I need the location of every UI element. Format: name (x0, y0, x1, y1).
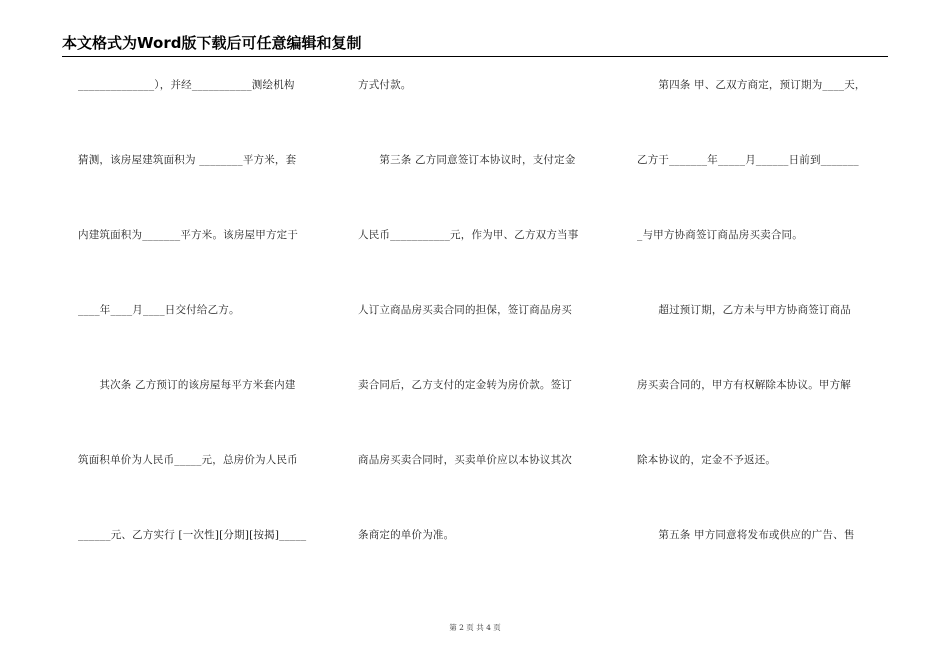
text-line: ______元、乙方实行 [一次性][分期][按揭]_____ (78, 529, 307, 541)
text-line: 超过预订期，乙方未与甲方协商签订商品 (637, 304, 851, 316)
text-column-1 (78, 78, 328, 558)
text-line: 条商定的单价为准。 (358, 529, 455, 541)
text-column-3 (637, 78, 889, 558)
header-title: 本文格式为Word版下载后可任意编辑和复制 (62, 34, 362, 52)
text-line: 方式付款。 (358, 79, 412, 91)
text-column-2 (358, 78, 608, 558)
text-line: 猜测，该房屋建筑面积为 ________平方米，套 (78, 154, 297, 166)
text-line: 人订立商品房买卖合同的担保，签订商品房买 (358, 304, 572, 316)
text-line: ______________），并经___________测绘机构 (78, 79, 295, 91)
text-line: 筑面积单价为人民币_____元，总房价为人民币 (78, 454, 298, 466)
text-line: 卖合同后，乙方支付的定金转为房价款。签订 (358, 379, 572, 391)
page-number (0, 622, 950, 633)
text-line: 房买卖合同的，甲方有权解除本协议。甲方解 (637, 379, 851, 391)
text-line: 人民币___________元，作为甲、乙方双方当事 (358, 229, 579, 241)
text-line: 第三条 乙方同意签订本协议时，支付定金 (358, 154, 576, 166)
text-line: 内建筑面积为_______平方米。该房屋甲方定于 (78, 229, 299, 241)
text-line: 第四条 甲、乙双方商定，预订期为____天， (637, 79, 866, 91)
text-line: 除本协议的，定金不予返还。 (637, 454, 777, 466)
text-line: 第五条 甲方同意将发布或供应的广告、售 (637, 529, 855, 541)
document-header (62, 34, 888, 57)
text-line: 乙方于_______年_____月______日前到_______ (637, 154, 859, 166)
page-number-label: 第 2 页 共 4 页 (449, 623, 501, 632)
text-line: ____年____月____日交付给乙方。 (78, 304, 240, 316)
text-line: _与甲方协商签订商品房买卖合同。 (637, 229, 803, 241)
text-line: 商品房买卖合同时，买卖单价应以本协议其次 (358, 454, 572, 466)
text-line: 其次条 乙方预订的该房屋每平方米套内建 (78, 379, 296, 391)
